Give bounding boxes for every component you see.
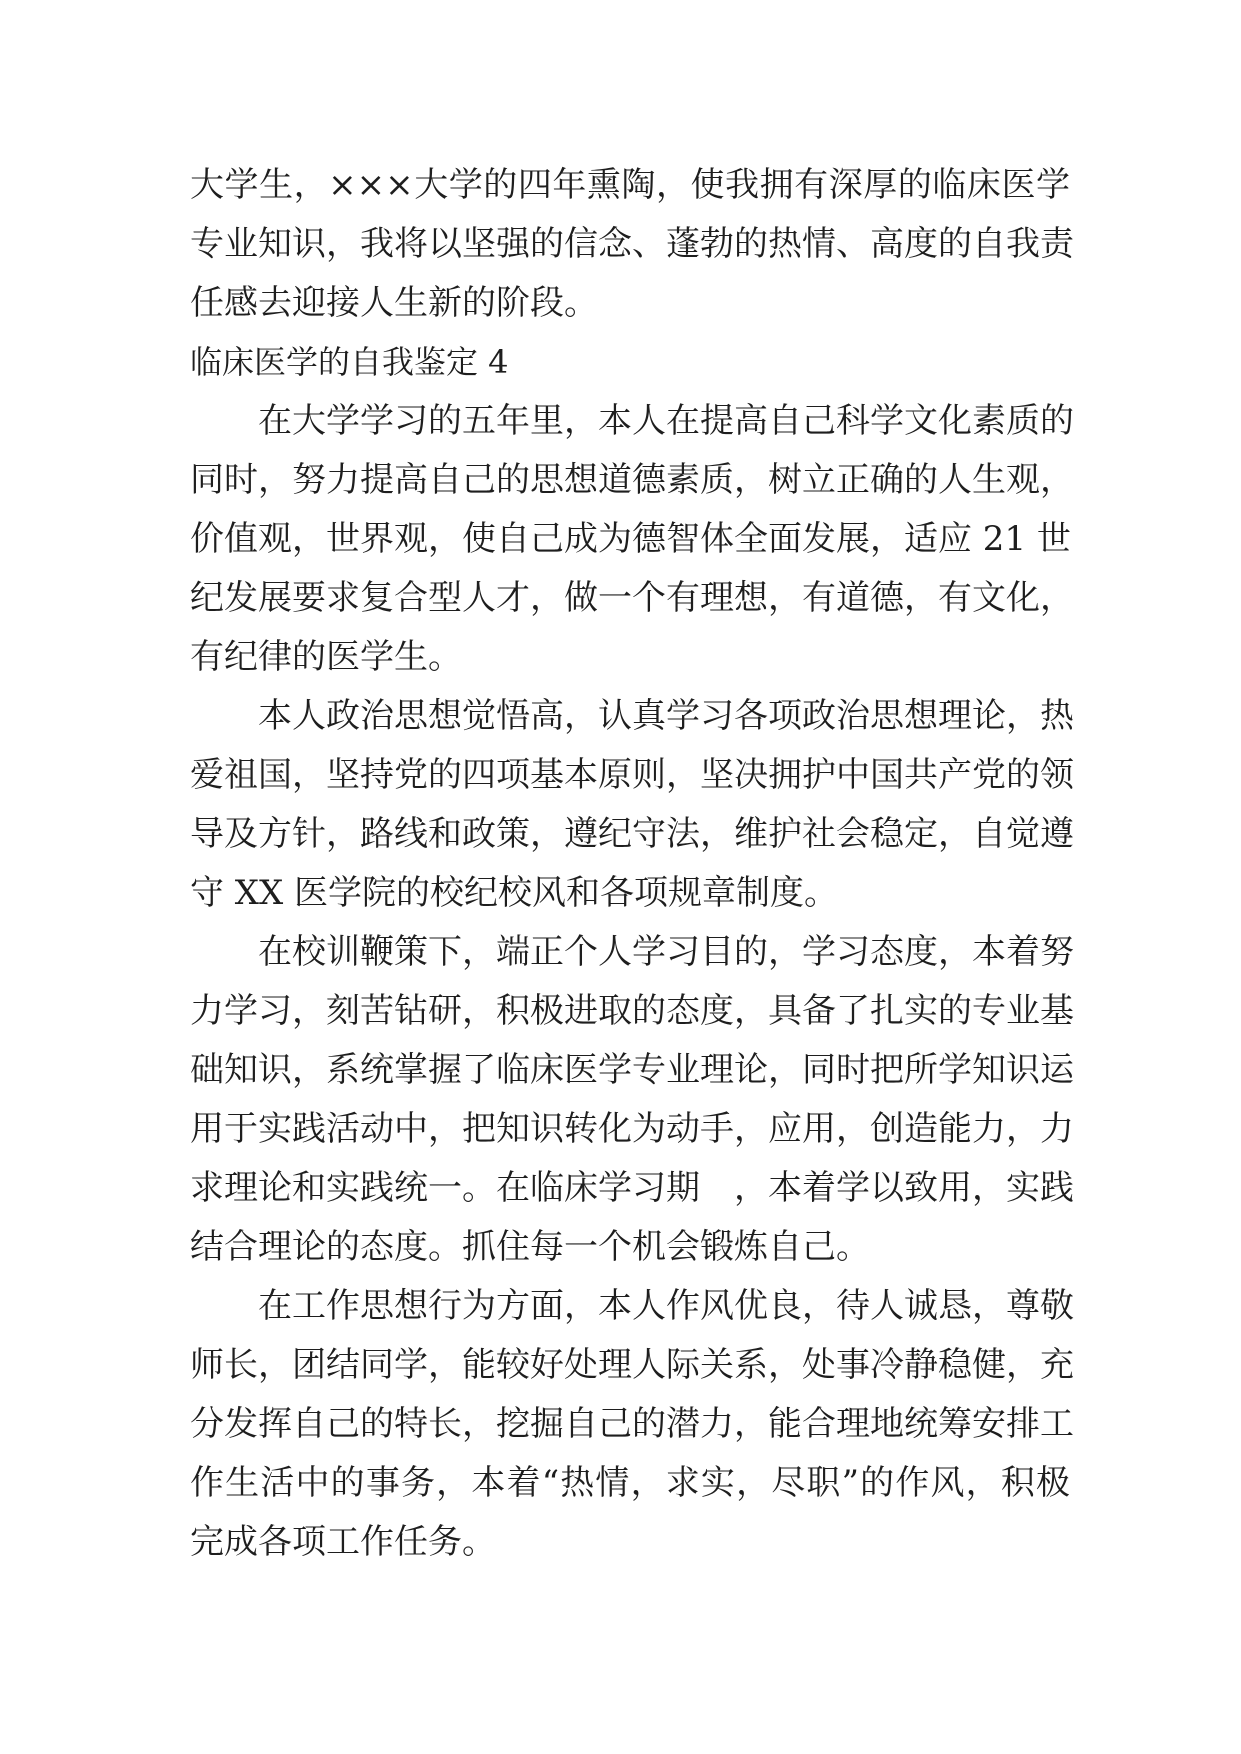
text-line: 任感去迎接人生新的阶段。 (190, 283, 598, 323)
text-line: 在大学学习的五年里，本人在提高自己科学文化素质的 (258, 401, 1074, 441)
section-title: 临床医学的自我鉴定 4 (190, 343, 509, 381)
text-line: 专业知识，我将以坚强的信念、蓬勃的热情、高度的自我责 (190, 224, 1074, 264)
text-line: 纪发展要求复合型人才，做一个有理想，有道德，有文化， (190, 578, 1074, 618)
text-line: 结合理论的态度。抓住每一个机会锻炼自己。 (190, 1227, 870, 1267)
text-line: 力学习，刻苦钻研，积极进取的态度，具备了扎实的专业基 (190, 991, 1074, 1031)
text-line: 本人政治思想觉悟高，认真学习各项政治思想理论，热 (258, 696, 1074, 736)
paragraph-1 (190, 392, 1074, 687)
text-line: 分发挥自己的特长，挖掘自己的潜力，能合理地统筹安排工 (190, 1404, 1074, 1444)
intro-paragraph (190, 156, 1074, 333)
text-line: 同时，努力提高自己的思想道德素质，树立正确的人生观， (190, 460, 1074, 500)
paragraph-2 (190, 687, 1074, 923)
text-line: 在工作思想行为方面，本人作风优良，待人诚恳，尊敬 (258, 1286, 1074, 1326)
text-line: 导及方针，路线和政策，遵纪守法，维护社会稳定，自觉遵 (190, 814, 1074, 854)
text-line: 价值观，世界观，使自己成为德智体全面发展，适应 21 世 (190, 519, 1071, 559)
paragraph-4 (190, 1277, 1074, 1572)
text-line: 大学生，×××大学的四年熏陶，使我拥有深厚的临床医学 (190, 165, 1070, 205)
text-line: 爱祖国，坚持党的四项基本原则，坚决拥护中国共产党的领 (190, 755, 1074, 795)
text-line: 础知识，系统掌握了临床医学专业理论，同时把所学知识运 (190, 1050, 1074, 1090)
paragraph-3 (190, 923, 1074, 1277)
document-body (190, 156, 1074, 1572)
text-line: 守 XX 医学院的校纪校风和各项规章制度。 (190, 873, 839, 913)
text-line: 在校训鞭策下，端正个人学习目的，学习态度，本着努 (258, 932, 1074, 972)
text-line: 完成各项工作任务。 (190, 1522, 496, 1562)
text-line: 师长，团结同学，能较好处理人际关系，处事冷静稳健，充 (190, 1345, 1074, 1385)
text-line: 用于实践活动中，把知识转化为动手，应用，创造能力，力 (190, 1109, 1074, 1149)
text-line: 求理论和实践统一。在临床学习期 ，本着学以致用，实践 (190, 1168, 1074, 1208)
text-line: 有纪律的医学生。 (190, 637, 462, 677)
text-line: 作生活中的事务，本着“热情，求实，尽职”的作风，积极 (190, 1463, 1070, 1503)
